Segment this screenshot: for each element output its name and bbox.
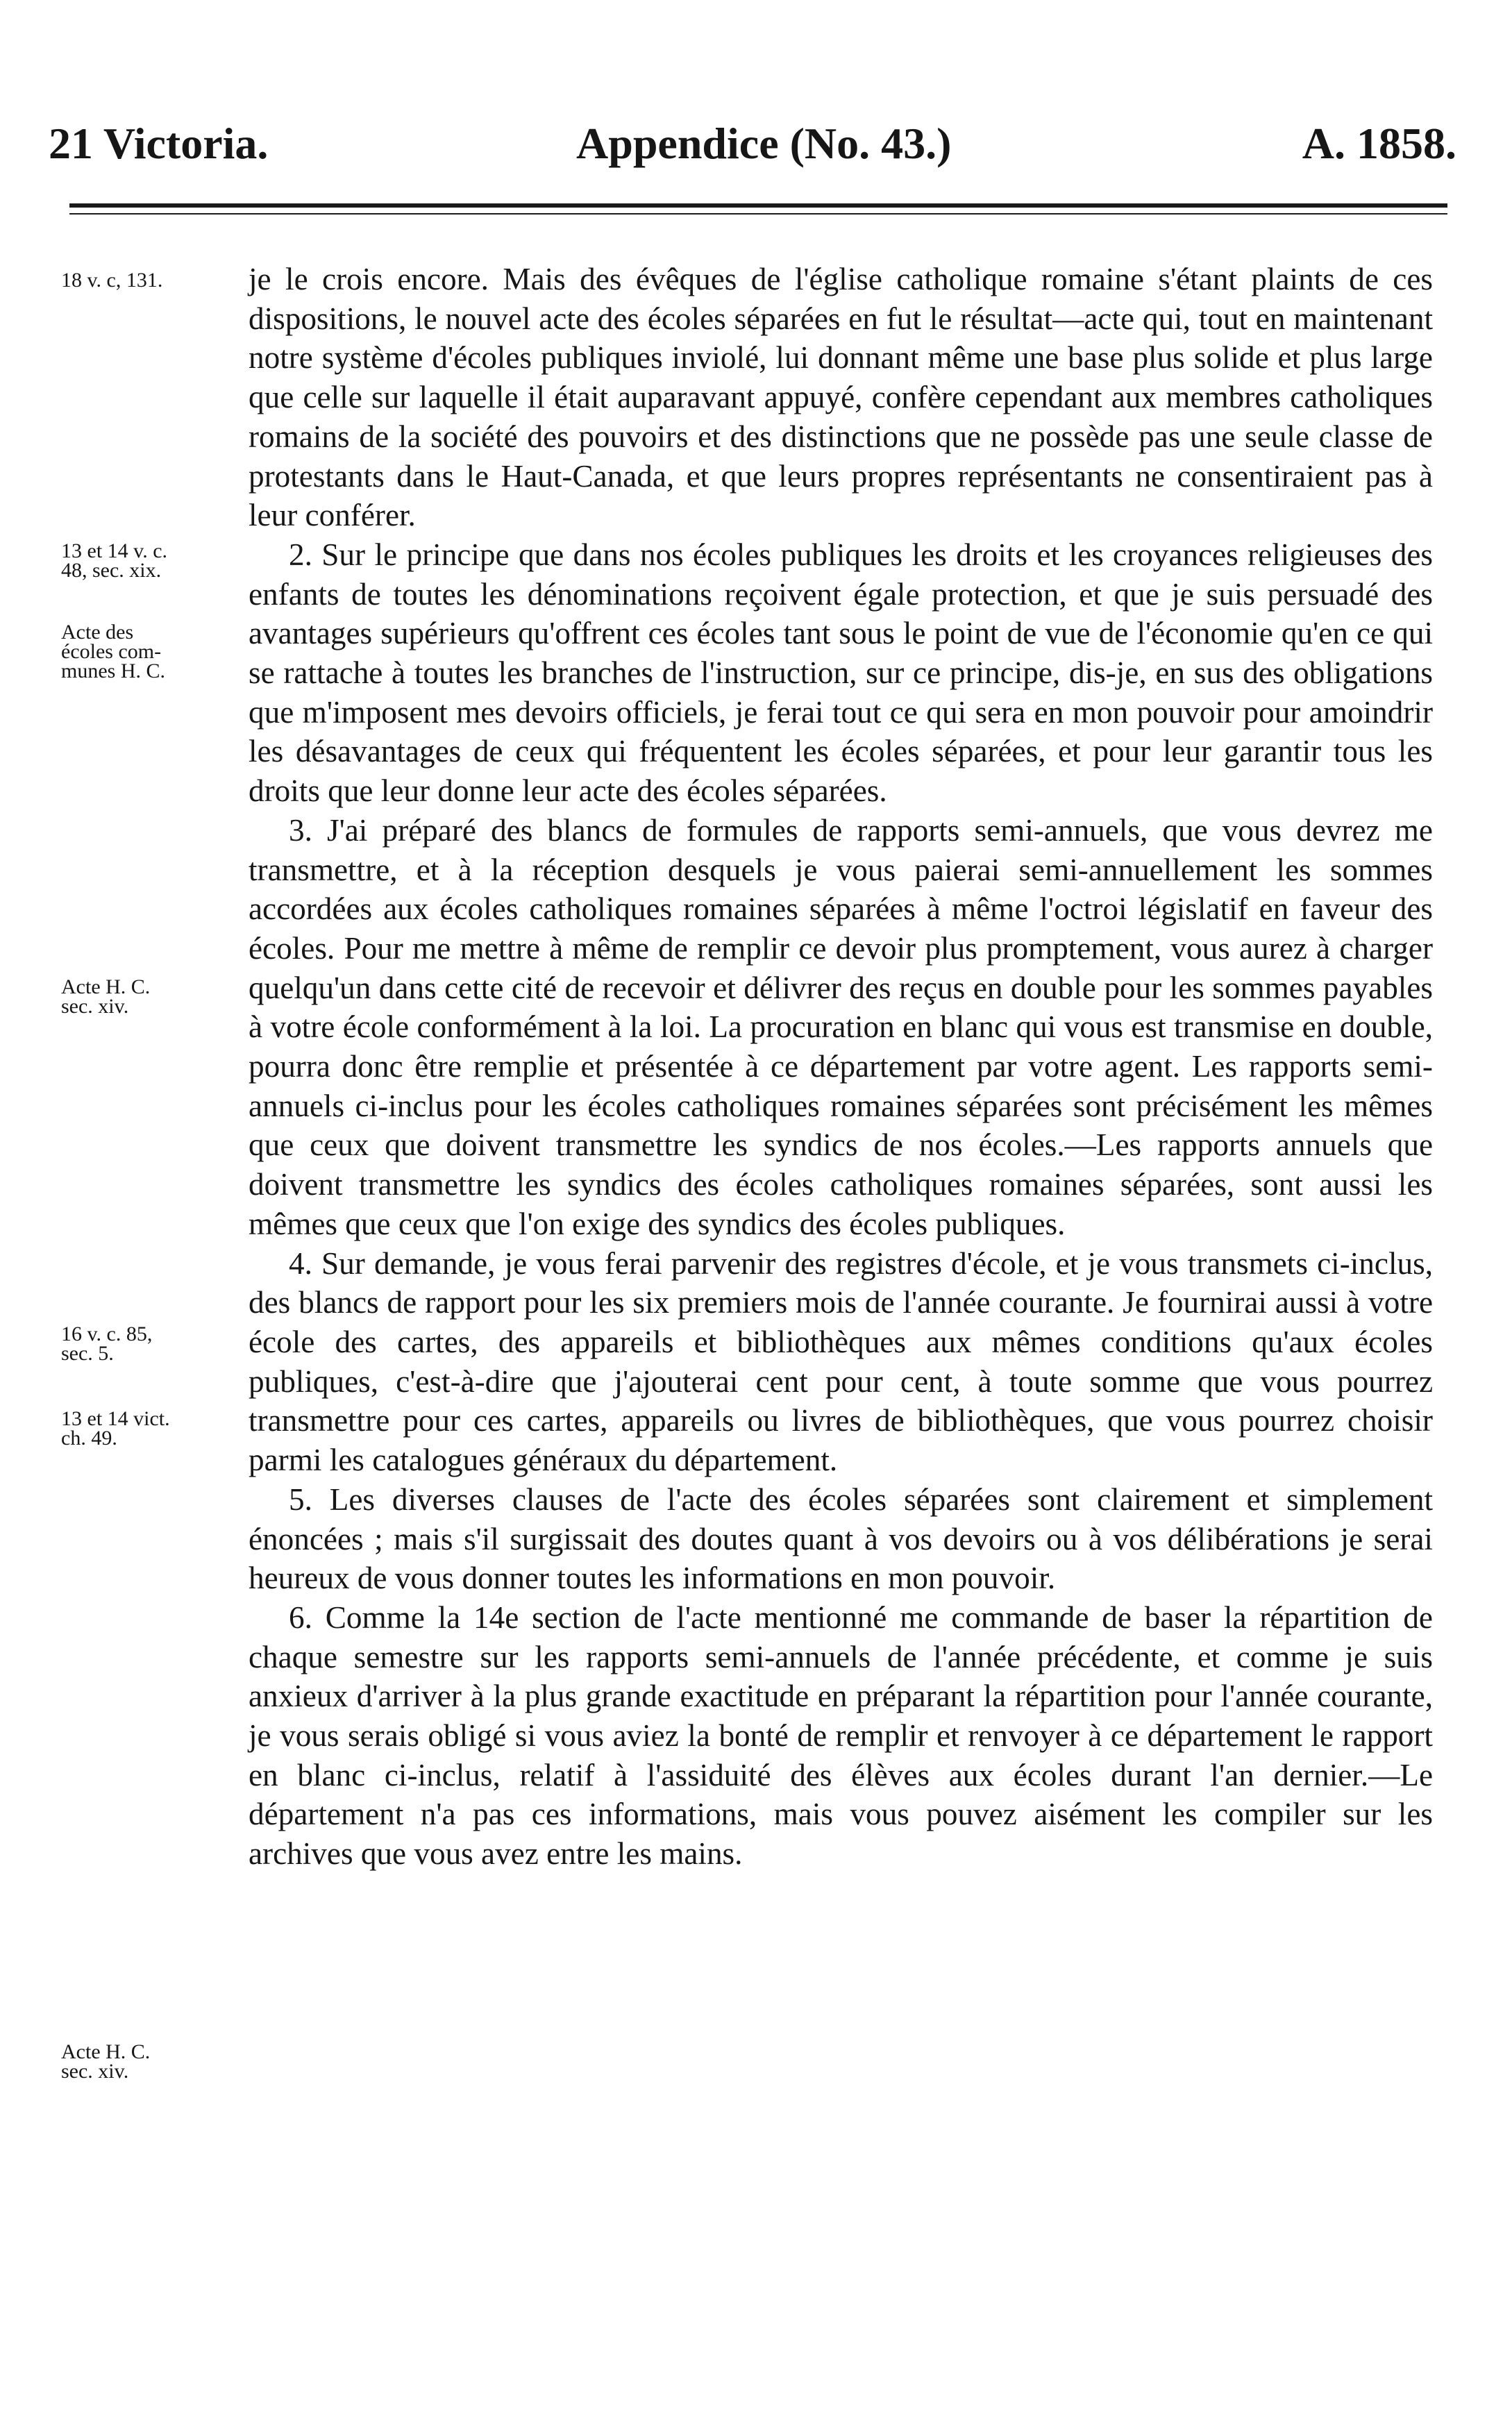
margin-note-act: Acte H. C. sec. xiv. [61,975,151,1018]
margin-note-statute: 13 et 14 v. c. 48, sec. xix. [61,539,168,582]
page-header [49,118,1463,174]
margin-note-act: Acte des écoles com- munes H. C. [61,621,165,682]
header-regnal-year: 21 Victoria. [49,119,269,168]
paragraph-6: 6. Comme la 14e section de l'acte mentionné me commande de baser la répartition de chaque semestre sur les rapports semi-annuels de l'année précédente, et comme je suis anxieux d'arriver à la plus grande exactitude en préparant la répartition pour l'année courante, je vous serais obligé si vous aviez la bonté de remplir et renvoyer à ce département le rapport en blanc ci-inclus, relatif à l'assiduité des élèves aux écoles durant l'an dernier.—Le département n'a pas ces informations, mais vous pouvez aisément les compiler sur les archives que vous avez entre les mains. [249,1599,1433,1872]
header-rule-thin [69,213,1447,215]
margin-note-statute: 13 et 14 vict. ch. 49. [61,1407,170,1450]
paragraph-5: 5. Les diverses clauses de l'acte des écoles séparées sont clairement et simplement énoncées ; mais s'il surgissait des doutes quant à vos devoirs ou à vos délibérations je serai heureux de vous donner toutes les informations en mon pouvoir. [249,1481,1433,1596]
paragraph-continuation: je le crois encore. Mais des évêques de l'église catholique romaine s'étant plaints de ces dispositions, le nouvel acte des écoles séparées en fut le résultat—acte qui, tout en maintenant notre système d'écoles publiques inviolé, lui donnant même une base plus solide et plus large que celle sur laquelle il était auparavant appuyé, confère cependant aux membres catholiques romains de la société des pouvoirs et des distinctions que ne possède pas une seule classe de protestants dans le Haut-Canada, et que leurs propres représentants ne consentiraient pas à leur conférer. [249,262,1433,533]
letter-body [249,260,1433,1874]
header-rule-thick [69,203,1447,208]
paragraph-2: 2. Sur le principe que dans nos écoles publiques les droits et les croyances religieuses des enfants de toutes les dénominations reçoivent égale protection, et que je suis persuadé des avantages supérieurs qu'offrent ces écoles tant sous le point de vue de l'économie qu'en ce qui se rattache à toutes les branches de l'instruction, sur ce principe, dis-je, en sus des obligations que m'imposent mes devoirs officiels, je ferai tout ce qui sera en mon pouvoir pour amoindrir les désavantages de ceux qui fréquentent les écoles séparées, et pour leur garantir tous les droits que leur donne leur acte des écoles séparées. [249,537,1433,809]
header-year: A. 1858. [1302,119,1456,168]
margin-note-statute: 16 v. c. 85, sec. 5. [61,1322,153,1365]
margin-note-act: Acte H. C. sec. xiv. [61,2040,151,2083]
paragraph-4: 4. Sur demande, je vous ferai parvenir des registres d'école, et je vous transmets ci-inclus, des blancs de rapport pour les six premiers mois de l'année courante. Je fournirai aussi à votre école des cartes, des appareils et bibliothèques aux mêmes conditions qu'aux écoles publiques, c'est-à-dire que j'ajouterai cent pour cent, à toute somme que vous pourrez transmettre pour ces cartes, appareils ou livres de bibliothèques, que vous pourrez choisir parmi les catalogues généraux du département. [249,1245,1433,1478]
margin-note-statute: 18 v. c, 131. [61,269,163,292]
paragraph-3: 3. J'ai préparé des blancs de formules de rapports semi-annuels, que vous devrez me transmettre, et à la réception desquels je vous paierai semi-annuellement les sommes accordées aux écoles catholiques romaines séparées à même l'octroi législatif en faveur des écoles. Pour me mettre à même de remplir ce devoir plus promptement, vous aurez à charger quelqu'un dans cette cité de recevoir et délivrer des reçus en double pour les sommes payables à votre école conformément à la loi. La procuration en blanc qui vous est transmise en double, pourra donc être remplie et présentée à ce département par votre agent. Les rapports semi-annuels ci-inclus pour les écoles catholiques romaines séparées sont précisément les mêmes que ceux que doivent transmettre les syndics de nos écoles.—Les rapports annuels que doivent transmettre les syndics des écoles catholiques romaines séparées, sont aussi les mêmes que ceux que l'on exige des syndics des écoles publiques. [249,812,1433,1241]
header-appendix-number: Appendice (No. 43.) [576,119,952,168]
